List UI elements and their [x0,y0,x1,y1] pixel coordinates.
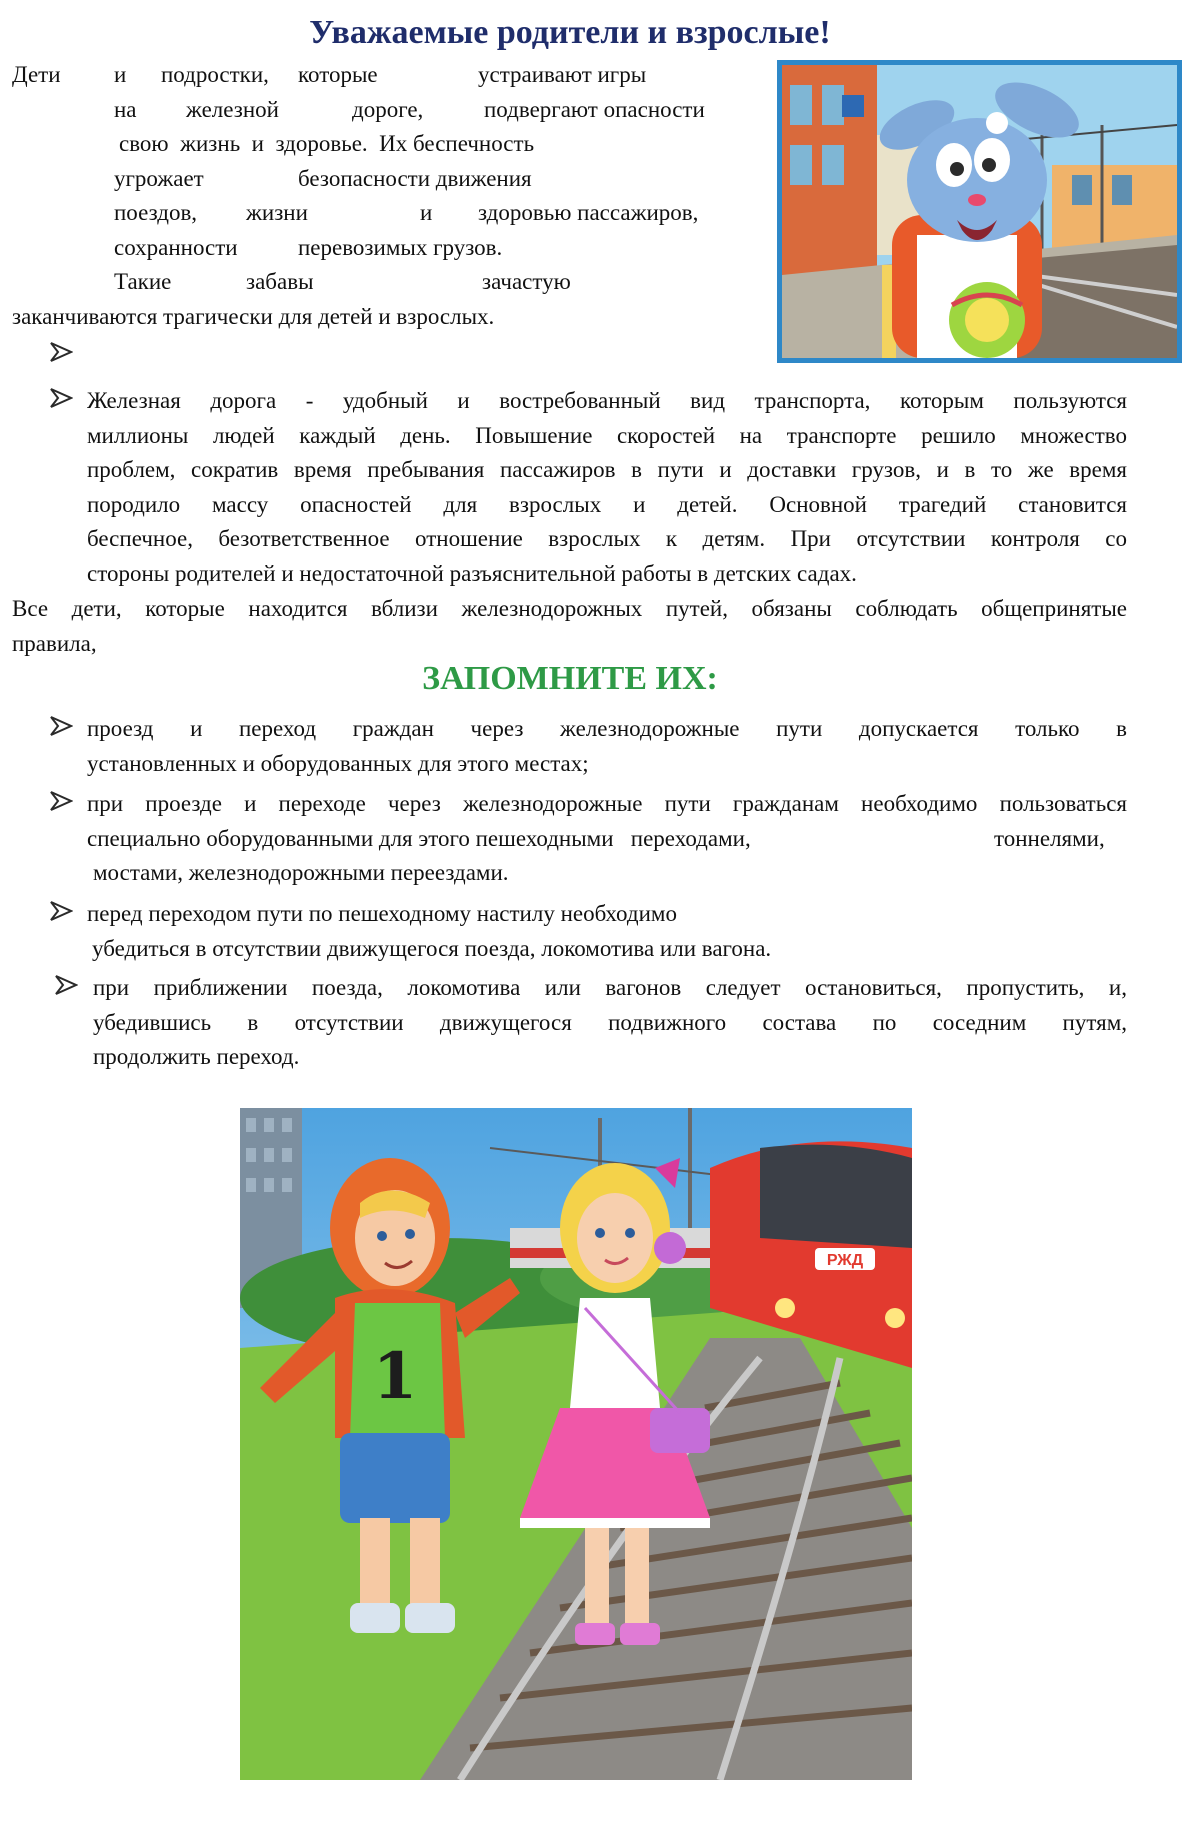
intro-line-3 [12,127,782,162]
paragraph-line: породило массу опасностей для взрослых и детей. Основной трагедий становится [87,491,1127,517]
intro-word: дороге, [352,96,424,122]
arrow-bullet-icon [49,386,73,410]
intro-word: железной [186,96,279,122]
paragraph-line: проблем, сократив время пребывания пассажиров в пути и доставки грузов, и в то же время [87,457,1127,482]
intro-word: поездов, [114,200,198,225]
rule-item-4 [93,971,1127,1075]
intro-word: Дети [12,62,61,87]
rule-line: убедившись в отсутствии движущегося подвижного состава по соседним путям, [93,1009,1127,1035]
intro-word: заканчиваются трагически для детей и взрослых. [12,303,495,329]
intro-word: и [420,200,433,225]
arrow-bullet-icon [49,789,73,813]
rabbit-illustration [777,60,1182,363]
intro-word: жизни [246,200,308,225]
intro-word: Такие [114,269,172,294]
train-logo-text: РЖД [826,1252,864,1269]
paragraph-line: беспечное, безответственное отношение взрослых к детям. При отсутствии контроля со [87,526,1127,551]
intro-word: подростки, [161,62,269,87]
intro-word: здоровью пассажиров, [478,200,699,225]
rule-line: при приближении поезда, локомотива или вагонов следует остановиться, пропустить, и, [93,975,1127,1000]
paragraph-line: стороны родителей и недостаточной разъяснительной работы в детских садах. [87,560,857,586]
arrow-bullet-icon [49,899,73,923]
children-railway-illustration [240,1108,912,1780]
rule-line: установленных и оборудованных для этого местах; [87,750,589,776]
paragraph-line: миллионы людей каждый день. Повышение скоростей на транспорте решило множество [87,422,1127,448]
rule-line: убедиться в отсутствии движущегося поезда, локомотива или вагона. [92,935,772,961]
intro-word: на [114,96,137,122]
intro-word: перевозимых грузов. [298,234,503,260]
intro-text [12,58,782,334]
rule-line: продолжить переход. [93,1044,300,1069]
intro-line-1 [12,58,782,93]
paragraph-line: Железная дорога - удобный и востребованный вид транспорта, которым пользуются [87,388,1127,413]
rule-line-part: тоннелями, [994,825,1105,851]
page-title: Уважаемые родители и взрослые! [309,14,831,51]
intro-line-2 [12,93,782,128]
intro-word: которые [298,62,378,87]
rules-intro [12,592,1127,661]
intro-word: угрожает [114,165,204,191]
children-railway-svg [240,1108,912,1780]
main-paragraph [87,384,1127,591]
arrow-bullet-icon [54,973,78,997]
rule-line: при проезде и переходе через железнодорожные пути гражданам необходимо пользоваться [87,791,1127,816]
intro-line-4 [12,162,782,197]
arrow-bullet-icon [49,714,73,738]
intro-word: устраивают игры [478,62,647,87]
intro-line-6 [12,231,782,266]
intro-word: зачастую [482,269,571,294]
rule-line: перед переходом пути по пешеходному настилу необходимо [87,901,677,926]
rule-line: мостами, железнодорожными переездами. [93,860,509,885]
rule-line: проезд и переход граждан через железнодорожные пути допускается только в [87,716,1127,741]
rules-heading: ЗАПОМНИТЕ ИХ: [422,660,718,697]
rule-item-1 [87,712,1127,781]
intro-line-5 [12,196,782,231]
rule-item-2 [87,787,1127,891]
rule-line [87,822,1127,857]
intro-word: забавы [246,269,314,294]
intro-word: сохранности [114,234,238,260]
intro-word: подвергают опасности [484,96,705,122]
arrow-bullet-icon [49,340,73,364]
rule-line-part: специально оборудованными для этого пешеходными переходами, [87,825,751,851]
intro-word: свою жизнь и здоровье. Их беспечность [119,131,535,156]
rabbit-scene-svg [782,65,1177,358]
intro-word: и [114,62,127,87]
intro-line-7 [12,265,782,300]
rule-item-3 [87,897,1127,966]
intro-line-8 [12,300,782,335]
rules-intro-line: Все дети, которые находится вблизи железнодорожных путей, обязаны соблюдать общепринятые [12,596,1127,621]
shirt-number-text: 1 [372,1339,418,1414]
rules-intro-line: правила, [12,630,97,656]
intro-word: безопасности движения [298,165,532,191]
